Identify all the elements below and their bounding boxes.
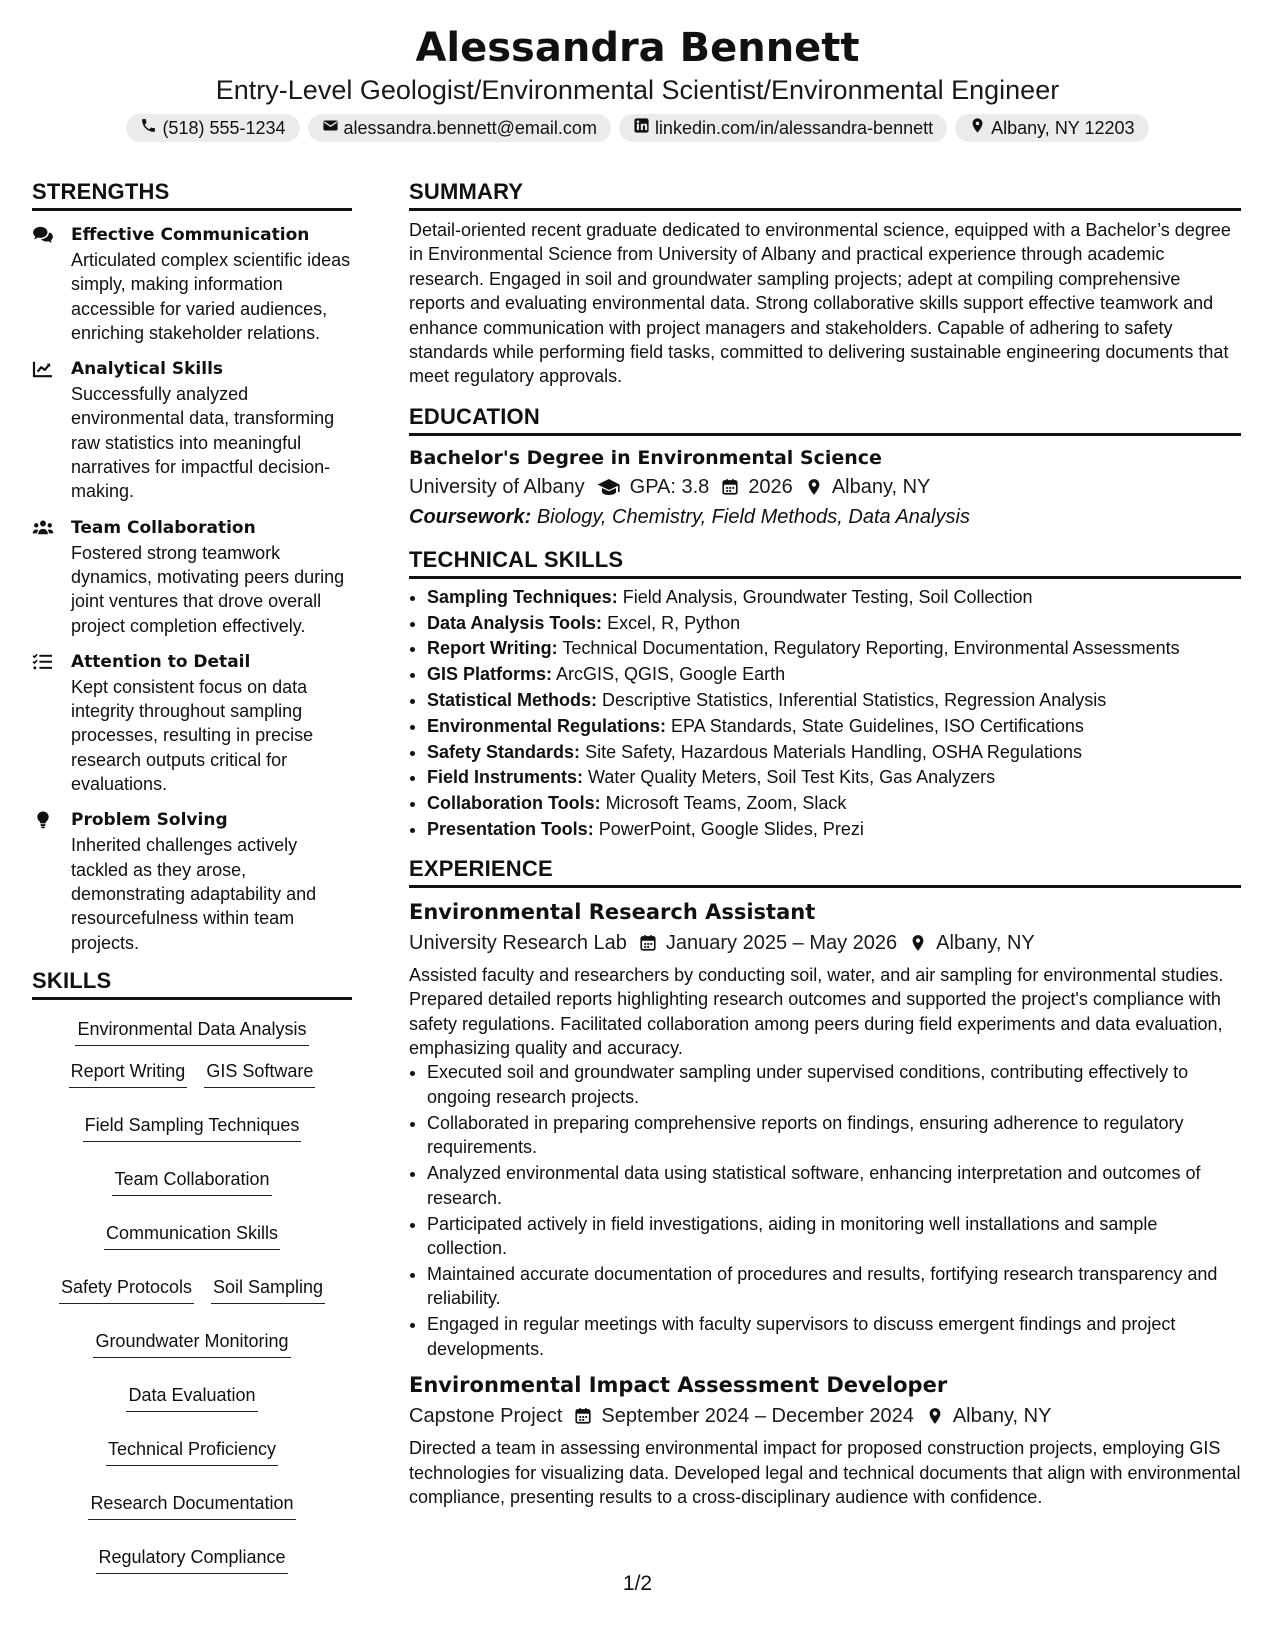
skill-tag: Communication Skills [104, 1220, 280, 1250]
experience-heading: EXPERIENCE [409, 855, 1241, 888]
summary-paragraph: Detail-oriented recent graduate dedicated to environmental science, equipped with a Bachelor’s degree in Environmental Science from University of Albany and practical experience through academic research. Engaged in soil and groundwater sampling projects; adept at compiling comprehensive reports and evaluating environmental data. Strong collaborative skills support effective teamwork and enhance communication with project managers and stakeholders. Capable of adhering to safety standards while performing field tasks, committed to delivering sustainable engineering documents that meet regulatory approvals. [409, 220, 1231, 387]
strength-title: Team Collaboration [71, 517, 256, 538]
skill-category: Data Analysis Tools: [427, 612, 603, 633]
page-number: 1/2 [622, 1572, 653, 1595]
technical-skills-heading: TECHNICAL SKILLS [409, 546, 1241, 579]
contact-linkedin-text: linkedin.com/in/alessandra-bennett [654, 117, 934, 138]
calendar-icon [574, 1407, 592, 1425]
checklist-icon [32, 653, 56, 673]
skill-tag: GIS Software [204, 1058, 315, 1088]
job-meta [409, 1401, 1241, 1431]
location-pin-icon [926, 1407, 944, 1425]
strength-item [32, 808, 352, 954]
skill-category: Presentation Tools: [427, 819, 594, 840]
list-item: • Engaged in regular meetings with faculty supervisors to discuss emergent findings and project developments. [427, 1312, 1241, 1361]
users-icon [32, 519, 56, 539]
line-chart-icon [32, 360, 56, 380]
skill-tag: Report Writing [69, 1058, 188, 1088]
skill-values: Excel, R, Python [607, 612, 741, 633]
skill-category: Environmental Regulations: [427, 715, 667, 736]
strength-title: Effective Communication [71, 225, 310, 245]
lightbulb-icon [32, 811, 56, 831]
calendar-icon [721, 478, 739, 496]
job-description: Assisted faculty and researchers by conducting soil, water, and air sampling for environmental studies. Prepared detailed reports highlighting research outcomes and supported the project's compliance with safety regulations. Facilitated collaboration among peers during field experiments and data evaluation, emphasizing quality and accuracy. [409, 964, 1224, 1059]
list-item: • Executed soil and groundwater sampling under supervised conditions, contributing effectively to ongoing research projects. [427, 1060, 1241, 1109]
candidate-headline: Entry-Level Geologist/Environmental Scientist/Environmental Engineer [215, 75, 1060, 105]
list-item [427, 585, 1241, 611]
skill-tag: Safety Protocols [59, 1274, 194, 1304]
strength-item [32, 650, 352, 796]
list-item [427, 611, 1241, 637]
contact-phone[interactable] [126, 114, 299, 142]
job-title: Environmental Impact Assessment Developer [409, 1373, 948, 1398]
coursework-line [409, 502, 1241, 532]
experience-entry [409, 896, 1241, 1361]
list-item [427, 791, 1241, 817]
skill-tag: Data Evaluation [126, 1382, 257, 1412]
strength-item [32, 223, 352, 345]
list-item [427, 688, 1241, 714]
contact-location [955, 114, 1148, 142]
skill-category: Statistical Methods: [427, 690, 598, 711]
linkedin-icon [633, 117, 650, 139]
list-item: • Collaborated in preparing comprehensive reports on findings, ensuring adherence to regulatory requirements. [427, 1111, 1241, 1160]
skill-tag: Groundwater Monitoring [93, 1328, 290, 1358]
location-pin-icon [969, 117, 986, 139]
location-pin-icon [909, 934, 927, 952]
job-dates: January 2025 – May 2026 [665, 931, 898, 954]
left-column [32, 178, 352, 1574]
list-item: • Maintained accurate documentation of procedures and results, fortifying research transparency and reliability. [427, 1262, 1241, 1311]
experience-entry [409, 1369, 1241, 1509]
location-pin-icon [805, 478, 823, 496]
skill-values: Field Analysis, Groundwater Testing, Soil Collection [622, 586, 1033, 607]
skill-values: Microsoft Teams, Zoom, Slack [605, 793, 847, 814]
job-organization: Capstone Project [409, 1405, 563, 1428]
contact-email-text: alessandra.bennett@email.com [343, 117, 597, 138]
school-name: University of Albany [409, 475, 585, 498]
right-column [409, 178, 1241, 1510]
coursework-label: Coursework: [409, 505, 532, 528]
skill-tag: Soil Sampling [211, 1274, 325, 1304]
calendar-icon [639, 934, 657, 952]
contact-bar [0, 114, 1275, 142]
skill-values: Site Safety, Hazardous Materials Handling, OSHA Regulations [585, 741, 1082, 762]
degree-title: Bachelor's Degree in Environmental Science [409, 446, 882, 469]
strength-description: Articulated complex scientific ideas simply, making information accessible for varied audiences, enriching stakeholder relations. [71, 250, 351, 343]
envelope-icon [322, 117, 339, 139]
skill-category: Field Instruments: [427, 767, 584, 788]
strength-item [32, 516, 352, 638]
skill-values: Water Quality Meters, Soil Test Kits, Gas Analyzers [588, 767, 996, 788]
strength-description: Successfully analyzed environmental data, transforming raw statistics into meaningful narratives for impactful decision-making. [71, 384, 335, 502]
education-location: Albany, NY [831, 475, 931, 498]
skills-list [32, 1016, 352, 1574]
strength-description: Inherited challenges actively tackled as they arose, demonstrating adaptability and resourcefulness within team projects. [71, 835, 317, 953]
skill-category: GIS Platforms: [427, 664, 553, 685]
skill-tag: Team Collaboration [112, 1166, 271, 1196]
skill-values: EPA Standards, State Guidelines, ISO Certifications [671, 715, 1084, 736]
contact-linkedin[interactable] [619, 114, 947, 142]
list-item: • Analyzed environmental data using statistical software, enhancing interpretation and outcomes of research. [427, 1161, 1241, 1210]
contact-email[interactable] [308, 114, 611, 142]
list-item [427, 662, 1241, 688]
contact-location-text: Albany, NY 12203 [991, 117, 1135, 138]
list-item [427, 765, 1241, 791]
list-item [427, 817, 1241, 843]
strength-description: Kept consistent focus on data integrity throughout sampling processes, resulting in precise research outputs critical for evaluations. [71, 676, 314, 795]
strengths-heading: STRENGTHS [32, 178, 352, 211]
contact-phone-text: (518) 555-1234 [162, 117, 286, 138]
list-item: • Participated actively in field investigations, aiding in monitoring well installations and sample collection. [427, 1212, 1241, 1261]
strength-description: Fostered strong teamwork dynamics, motivating peers during joint ventures that drove overall project completion effectively. [71, 542, 345, 636]
technical-skills-list [409, 585, 1241, 843]
list-item [427, 714, 1241, 740]
skill-category: Report Writing: [427, 638, 558, 659]
skill-values: Descriptive Statistics, Inferential Statistics, Regression Analysis [602, 690, 1107, 711]
strength-title: Problem Solving [71, 810, 228, 831]
job-meta [409, 928, 1241, 958]
job-title: Environmental Research Assistant [409, 899, 816, 924]
graduation-cap-icon [597, 477, 621, 497]
list-item [427, 740, 1241, 766]
gpa-value: GPA: 3.8 [629, 475, 710, 498]
phone-icon [140, 117, 157, 139]
list-item [427, 636, 1241, 662]
strength-item [32, 357, 352, 503]
skill-category: Sampling Techniques: [427, 586, 618, 607]
skill-values: PowerPoint, Google Slides, Prezi [598, 819, 864, 840]
skill-category: Safety Standards: [427, 741, 581, 762]
job-bullets [409, 1060, 1241, 1361]
skills-heading: SKILLS [32, 967, 352, 1000]
skill-values: ArcGIS, QGIS, Google Earth [556, 664, 786, 685]
job-description: Directed a team in assessing environmental impact for proposed construction projects, employing GIS technologies for visualizing data. Developed legal and technical documents that align with environmental compliance, presenting results to a cross-disciplinary audience with confidence. [409, 1438, 1241, 1508]
skill-category: Collaboration Tools: [427, 793, 601, 814]
graduation-year: 2026 [748, 475, 793, 498]
skill-tag: Research Documentation [88, 1490, 295, 1520]
job-organization: University Research Lab [409, 931, 627, 954]
skill-values: Technical Documentation, Regulatory Reporting, Environmental Assessments [562, 638, 1180, 659]
coursework-list: Biology, Chemistry, Field Methods, Data Analysis [536, 505, 970, 528]
summary-heading: SUMMARY [409, 178, 1241, 211]
strengths-list [32, 223, 352, 955]
skill-tag: Environmental Data Analysis [75, 1016, 308, 1046]
skill-tag: Technical Proficiency [106, 1436, 278, 1466]
candidate-name: Alessandra Bennett [415, 25, 860, 71]
strength-title: Analytical Skills [71, 359, 224, 380]
job-location: Albany, NY [936, 931, 1035, 954]
education-heading: EDUCATION [409, 403, 1241, 436]
chat-bubbles-icon [32, 226, 56, 246]
strength-title: Attention to Detail [71, 651, 251, 672]
skill-tag: Regulatory Compliance [96, 1544, 287, 1574]
job-dates: September 2024 – December 2024 [601, 1405, 914, 1428]
skill-tag: Field Sampling Techniques [83, 1112, 302, 1142]
education-meta [409, 472, 1241, 502]
job-location: Albany, NY [952, 1405, 1052, 1428]
